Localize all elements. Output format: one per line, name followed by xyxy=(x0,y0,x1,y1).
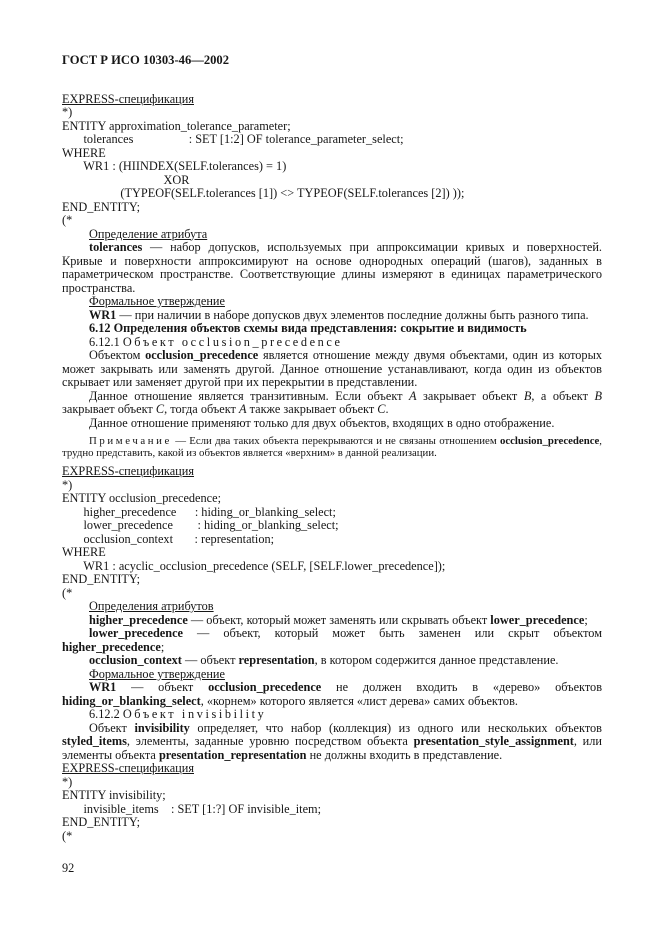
express-code-occlusion-precedence xyxy=(62,479,602,601)
code-line: (* xyxy=(62,828,73,843)
note-paragraph: Примечание — Если два таких объекта перекрываются и не связаны отношением occlusion_precedence, трудно представить, какой из объектов является «верхним» в данной реализации. xyxy=(62,435,602,460)
express-spec-label: EXPRESS-спецификация xyxy=(62,91,194,106)
section-heading-6-12: 6.12 Определения объектов схемы вида представления: сокрытие и видимость xyxy=(89,321,527,335)
code-line: END_ENTITY; xyxy=(62,199,141,214)
code-line: lower_precedence : hiding_or_blanking_select; xyxy=(62,518,339,533)
page-content xyxy=(62,54,602,876)
code-line: *) xyxy=(62,105,73,119)
code-line: ENTITY approximation_tolerance_parameter; xyxy=(62,118,291,133)
code-line: WHERE xyxy=(62,545,106,560)
code-line: tolerances : SET [1:2] OF tolerance_parameter_select; xyxy=(62,132,404,146)
code-line: *) xyxy=(62,477,73,492)
paragraph-lower-precedence: lower_precedence — объект, который может быть заменен или скрыт объектом higher_precedence; xyxy=(62,626,602,654)
page-number: 92 xyxy=(62,861,75,876)
code-line: ENTITY invisibility; xyxy=(62,788,166,803)
formal-statement-label: Формальное утверждение xyxy=(89,666,225,681)
paragraph-occlusion-precedence: Объектом occlusion_precedence является отношение между двумя объектами, один из которых может закрывать или заменять другой. Данное отношение устанавливают, когда один из объектов скрывает или заменяет другой при их перекрытии в представлении. xyxy=(62,348,602,389)
paragraph-higher-precedence: higher_precedence — объект, который может заменять или скрывать объект lower_precedence; xyxy=(89,612,588,627)
paragraph-invisibility: Объект invisibility определяет, что набор (коллекция) из одного или нескольких объектов styled_items, элементы, заданные уровню посредством объекта presentation_style_assignment, или элементы объекта presentation_representation не должны входить в представление. xyxy=(62,720,602,762)
code-line: (TYPEOF(SELF.tolerances [1]) <> TYPEOF(SELF.tolerances [2]) )); xyxy=(62,186,465,200)
express-code-approximation-tolerance-parameter xyxy=(62,106,602,228)
standard-number-header: ГОСТ Р ИСО 10303-46—2002 xyxy=(62,53,230,67)
code-line: (* xyxy=(62,213,73,227)
paragraph-wr1-occlusion: WR1 — объект occlusion_precedence не должен входить в «дерево» объектов hiding_or_blanking_select, «корнем» которого является «лист дерева» самих объектов. xyxy=(62,680,603,708)
code-line: WR1 : (HIINDEX(SELF.tolerances) = 1) xyxy=(62,159,287,173)
code-line: ENTITY occlusion_precedence; xyxy=(62,491,221,506)
express-spec-label: EXPRESS-спецификация xyxy=(62,761,194,776)
code-line: WR1 : acyclic_occlusion_precedence (SELF, [SELF.lower_precedence]); xyxy=(62,558,446,573)
subsection-heading-6-12-2: 6.12.2 Объект invisibility xyxy=(89,707,267,722)
formal-statement-label: Формальное утверждение xyxy=(89,294,225,308)
code-line: occlusion_context : representation; xyxy=(62,531,275,546)
paragraph-tolerances-definition: tolerances — набор допусков, используемых при аппроксимации кривых и поверхностей. Кривые и поверхности аппроксимируют на основе однородных операций (шагов), заданных в параметрическом пространстве. Соответствующие длины измеряют в единицах параметрического пространства. xyxy=(62,240,602,295)
code-line: *) xyxy=(62,774,73,789)
code-line: END_ENTITY; xyxy=(62,572,141,587)
express-spec-label: EXPRESS-спецификация xyxy=(62,464,194,479)
paragraph-two-objects: Данное отношение применяют только для двух объектов, входящих в одно отображение. xyxy=(89,415,555,430)
attribute-definition-label: Определение атрибута xyxy=(89,226,208,241)
attributes-definitions-label: Определения атрибутов xyxy=(89,599,214,614)
paragraph-wr1-statement: WR1 — при наличии в наборе допусков двух элементов последние должны быть разного типа. xyxy=(89,307,589,322)
code-line: WHERE xyxy=(62,145,106,160)
express-code-invisibility xyxy=(62,776,602,844)
code-line: (* xyxy=(62,585,73,600)
paragraph-occlusion-context: occlusion_context — объект representation, в котором содержится данное представление. xyxy=(89,653,559,668)
code-line: END_ENTITY; xyxy=(62,815,141,830)
code-line: higher_precedence : hiding_or_blanking_select; xyxy=(62,504,336,519)
paragraph-transitive-relation: Данное отношение является транзитивным. Если объект A закрывает объект B, а объект B закрывает объект C, тогда объект A также закрывает объект C. xyxy=(62,388,602,416)
subsection-heading-6-12-1: 6.12.1 Объект occlusion_precedence xyxy=(89,334,343,349)
code-line: XOR xyxy=(62,172,190,187)
code-line: invisible_items : SET [1:?] OF invisible_item; xyxy=(62,801,322,816)
